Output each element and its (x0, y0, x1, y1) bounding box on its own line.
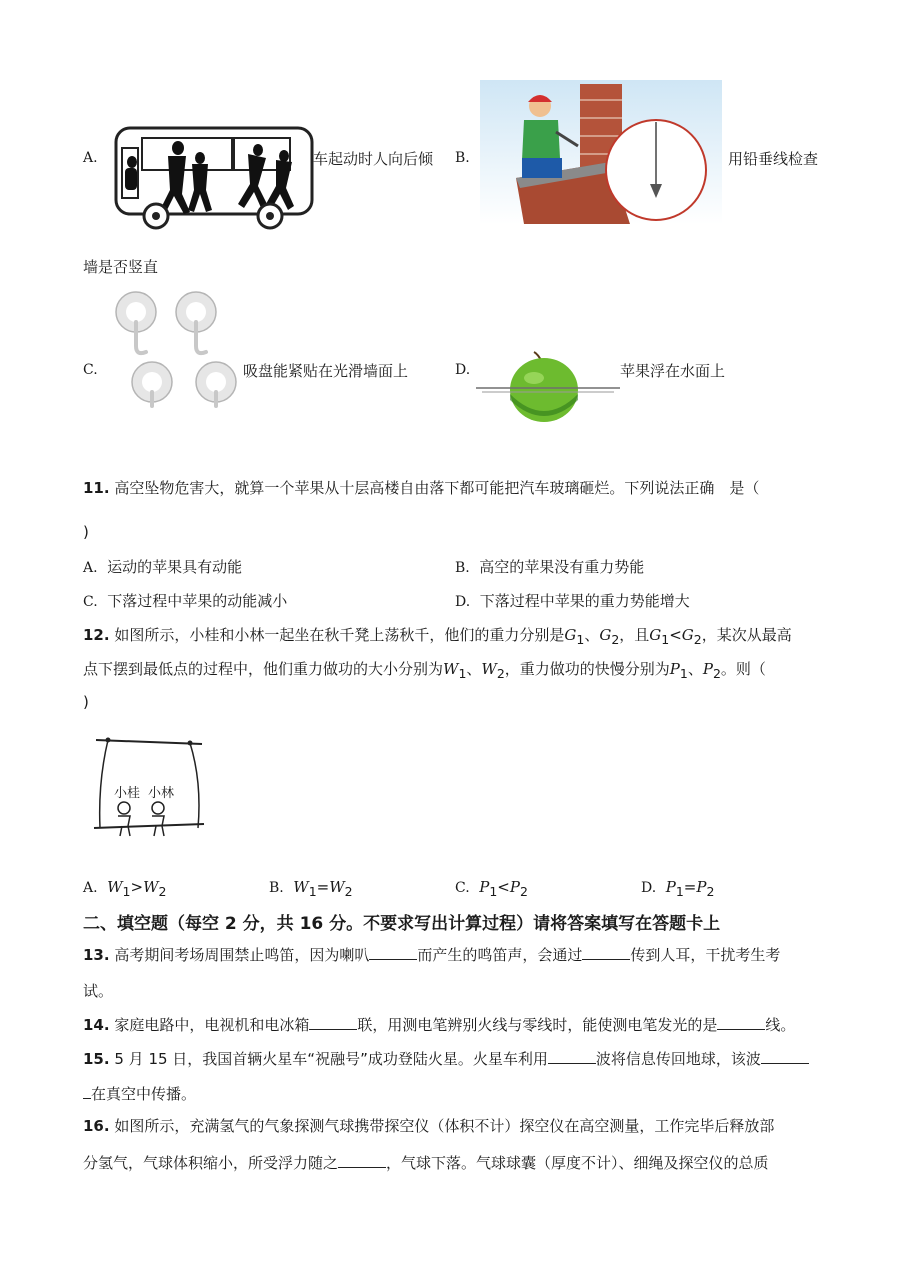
q11-text: 高空坠物危害大，就算一个苹果从十层高楼自由落下都可能把汽车玻璃砸烂。下列说法正确 是（ (114, 479, 760, 497)
q12-option-d-op: = (683, 878, 697, 896)
q12-option-a-letter: A. (83, 880, 98, 896)
q14-text-a: 家庭电路中，电视机和电冰箱 (114, 1016, 310, 1034)
q12-option-a-op: > (130, 878, 144, 896)
q13-blank-1[interactable] (369, 943, 417, 960)
q13-number: 13. (83, 946, 110, 964)
q12-w1: W (443, 660, 459, 678)
bus-illustration (108, 124, 316, 230)
q15-text-c: 在真空中传播。 (91, 1085, 197, 1103)
swing-label-xiaolin: 小林 (148, 786, 175, 801)
q16-blank-1[interactable] (338, 1151, 386, 1168)
q12-option-b-v2: W (329, 878, 345, 896)
q12-option-c-s1: 1 (489, 884, 498, 899)
q12-option-d-s2: 2 (706, 884, 715, 899)
q12-option-a-v2: W (143, 878, 159, 896)
option-b-text: 用铅垂线检查 (728, 150, 819, 168)
q12-option-c-s2: 2 (519, 884, 528, 899)
q12-line-2 (83, 658, 766, 681)
q12-g1: G (564, 626, 577, 644)
q12-option-c-v2: P (509, 878, 520, 896)
q16-line-2 (83, 1151, 769, 1173)
q15-number: 15. (83, 1050, 110, 1068)
q13-line-2: 试。 (83, 982, 114, 1000)
q12-option-b-s1: 1 (308, 884, 317, 899)
q13-text-c: 传到人耳，干扰考生考 (630, 946, 781, 964)
q12-option-c-op: < (497, 878, 510, 896)
q11-option-d-letter: D. (455, 594, 471, 610)
q11-option-d-text: 下落过程中苹果的重力势能增大 (479, 592, 690, 610)
q11-number: 11. (83, 479, 110, 497)
q12-number: 12. (83, 626, 110, 644)
q11-option-b (455, 556, 644, 577)
q12-option-c (455, 878, 528, 899)
q11-option-a (83, 556, 242, 577)
q15-line-2 (83, 1082, 196, 1104)
q13-text-b: 而产生的鸣笛声，会通过 (417, 946, 583, 964)
q14-line (83, 1013, 795, 1035)
q15-blank-2-cont (83, 1082, 91, 1099)
q12-psep: 、 (687, 660, 703, 678)
q15-text-a: 5 月 15 日，我国首辆火星车“祝融号”成功登陆火星。火星车利用 (114, 1050, 548, 1068)
option-c-letter: C. (83, 362, 98, 378)
q12-option-b-s2: 2 (344, 884, 353, 899)
q12-option-d-v2: P (696, 878, 707, 896)
q13-line-1 (83, 943, 780, 965)
q16-number: 16. (83, 1117, 110, 1135)
q14-blank-1[interactable] (309, 1013, 357, 1030)
q12-w2: W (481, 660, 497, 678)
q15-blank-1[interactable] (548, 1047, 596, 1064)
q12-line-3: ) (83, 693, 89, 711)
q12-cmp-g1: G (649, 626, 662, 644)
q12-option-c-v1: P (479, 878, 490, 896)
apple-floating-illustration (476, 352, 620, 428)
q12-g2-sub: 2 (611, 632, 620, 647)
q11-option-a-text: 运动的苹果具有动能 (107, 558, 243, 576)
q12-g1-sub: 1 (576, 632, 585, 647)
q16-text-2a: 分氢气，气球体积缩小，所受浮力随之 (83, 1154, 339, 1172)
option-b-text-continued: 墙是否竖直 (83, 258, 159, 276)
q12-wsep: 、 (466, 660, 482, 678)
q12-line-1 (83, 624, 792, 647)
q11-option-c-text: 下落过程中苹果的动能减小 (107, 592, 288, 610)
q12-w2-sub: 2 (496, 666, 505, 681)
q12-sep1: 、 (584, 626, 600, 644)
q12-text-1c: ，某次从最高 (701, 626, 792, 644)
q16-line-1 (83, 1115, 774, 1136)
q12-option-d-v1: P (665, 878, 676, 896)
option-b-letter: B. (455, 150, 470, 166)
q15-blank-2[interactable] (761, 1047, 809, 1064)
q12-p2: P (702, 660, 713, 678)
q12-w1-sub: 1 (458, 666, 467, 681)
q11-option-b-text: 高空的苹果没有重力势能 (479, 558, 645, 576)
q12-p1: P (669, 660, 680, 678)
q11-stem (83, 477, 759, 498)
q12-option-b-op: = (316, 878, 330, 896)
q12-g2: G (599, 626, 612, 644)
swing-label-xiaogui: 小桂 (114, 786, 141, 801)
q11-stem-end: ) (83, 523, 89, 541)
q11-option-a-letter: A. (83, 560, 98, 576)
q12-option-a-v1: W (107, 878, 123, 896)
section-2-heading: 二、填空题（每空 2 分，共 16 分。不要求写出计算过程）请将答案填写在答题卡上 (83, 914, 721, 934)
q12-option-a-s2: 2 (158, 884, 167, 899)
q12-text-2b: ，重力做功的快慢分别为 (504, 660, 670, 678)
q11-option-b-letter: B. (455, 560, 470, 576)
q12-cmp-op: < (669, 626, 682, 644)
q14-text-b: 联，用测电笔辨别火线与零线时，能使测电笔发光的是 (357, 1016, 718, 1034)
q12-option-d (641, 878, 714, 899)
q11-option-c (83, 590, 287, 611)
q12-option-b (269, 878, 353, 899)
q12-text-1b: ，且 (619, 626, 650, 644)
option-a-letter: A. (83, 150, 98, 166)
plumb-line-bricklayer-illustration (480, 80, 722, 224)
q12-option-d-s1: 1 (675, 884, 684, 899)
q12-text-1a: 如图所示，小桂和小林一起坐在秋千凳上荡秋千，他们的重力分别是 (114, 626, 565, 644)
q12-option-d-letter: D. (641, 880, 657, 896)
q12-cmp-g2-sub: 2 (693, 632, 702, 647)
q12-option-a-s1: 1 (122, 884, 131, 899)
q16-text-2b: ，气球下落。气球球囊（厚度不计）、细绳及探空仪的总质 (386, 1154, 769, 1172)
q14-text-c: 线。 (765, 1016, 796, 1034)
option-d-letter: D. (455, 362, 471, 378)
q14-number: 14. (83, 1016, 110, 1034)
q14-blank-2[interactable] (717, 1013, 765, 1030)
option-c-text: 吸盘能紧贴在光滑墙面上 (243, 362, 409, 380)
q12-text-2c: 。则（ (720, 660, 766, 678)
q12-cmp-g2: G (681, 626, 694, 644)
option-a-text: 车起动时人向后倾 (313, 150, 434, 168)
q12-option-b-v1: W (293, 878, 309, 896)
q11-option-d (455, 590, 690, 611)
q15-line-1 (83, 1047, 809, 1069)
q13-text-a: 高考期间考场周围禁止鸣笛，因为喇叭 (114, 946, 370, 964)
q12-p1-sub: 1 (679, 666, 688, 681)
q12-option-a (83, 878, 166, 899)
suction-cups-illustration (112, 290, 242, 414)
q13-blank-2[interactable] (582, 943, 630, 960)
option-d-text: 苹果浮在水面上 (620, 362, 726, 380)
q12-p2-sub: 2 (712, 666, 721, 681)
q11-option-c-letter: C. (83, 594, 98, 610)
q12-cmp-g1-sub: 1 (661, 632, 670, 647)
q16-text-1: 如图所示，充满氢气的气象探测气球携带探空仪（体积不计）探空仪在高空测量，工作完毕后释放部 (114, 1117, 775, 1135)
q12-text-2a: 点下摆到最低点的过程中，他们重力做功的大小分别为 (83, 660, 444, 678)
q12-option-c-letter: C. (455, 880, 470, 896)
q15-text-b: 波将信息传回地球，该波 (595, 1050, 761, 1068)
q12-option-b-letter: B. (269, 880, 284, 896)
